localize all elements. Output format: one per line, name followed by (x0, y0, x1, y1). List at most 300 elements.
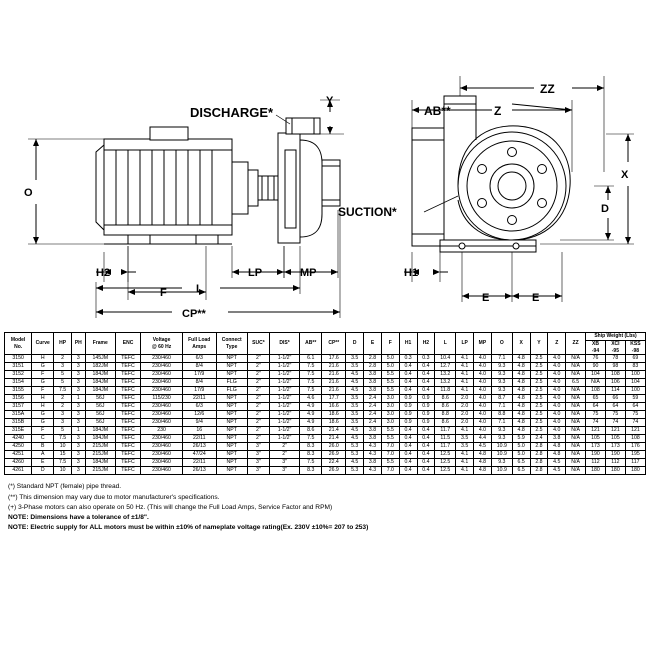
cell-curve: E (32, 459, 54, 467)
label-f: F (160, 287, 167, 299)
cell-hp: 7.5 (54, 435, 72, 443)
cell-ab: 8.6 (300, 427, 322, 435)
cell-enc: TEFC (115, 355, 140, 363)
cell-mp: 4.0 (474, 379, 492, 387)
label-e-right: E (532, 292, 540, 304)
col-d: D (346, 333, 364, 355)
cell-hp: 3 (54, 411, 72, 419)
cell-hp: 2 (54, 403, 72, 411)
cell-y: 2.5 (530, 403, 548, 411)
cell-xci: 121 (605, 427, 625, 435)
cell-voltage: 230 (141, 427, 183, 435)
cell-xb: 74 (586, 419, 606, 427)
cell-z: 4.0 (548, 411, 566, 419)
col-h1: H1 (399, 333, 417, 355)
col-kss: KSS -98 (625, 340, 645, 355)
col-o: O (491, 333, 512, 355)
col-xci: XCI -95 (605, 340, 625, 355)
cell-enc: TEFC (115, 411, 140, 419)
cell-frame: 215JM (85, 451, 115, 459)
cell-dis: 1-1/2" (269, 387, 299, 395)
cell-l: 11.8 (435, 387, 456, 395)
cell-ab: 7.5 (300, 371, 322, 379)
cell-ab: 8.3 (300, 467, 322, 475)
cell-x: 4.8 (512, 355, 530, 363)
cell-voltage: 230/460 (141, 459, 183, 467)
cell-hp: 3 (54, 419, 72, 427)
cell-kss: 117 (625, 459, 645, 467)
cell-ph: 3 (72, 443, 86, 451)
cell-mp: 4.5 (474, 443, 492, 451)
cell-xb: 173 (586, 443, 606, 451)
table-row (5, 451, 646, 459)
cell-model: 3150 (5, 355, 32, 363)
cell-o: 9.3 (491, 363, 512, 371)
cell-mp: 4.0 (474, 395, 492, 403)
label-h2: H2 (96, 267, 111, 279)
cell-h1: 0.4 (399, 451, 417, 459)
cell-xb: 64 (586, 403, 606, 411)
cell-o: 9.3 (491, 435, 512, 443)
cell-f: 5.0 (381, 355, 399, 363)
cell-mp: 4.4 (474, 435, 492, 443)
cell-lp: 4.1 (456, 379, 474, 387)
cell-l: 13.2 (435, 379, 456, 387)
col-ship-weight-group: Ship Weight (Lbs) (586, 333, 646, 341)
cell-xb: 112 (586, 459, 606, 467)
cell-suc: 2" (247, 387, 269, 395)
cell-lp: 4.1 (456, 363, 474, 371)
cell-y: 2.5 (530, 371, 548, 379)
cell-mp: 4.0 (474, 403, 492, 411)
cell-voltage: 230/460 (141, 371, 183, 379)
cell-h2: 0.9 (417, 419, 435, 427)
cell-h2: 0.4 (417, 459, 435, 467)
cell-h2: 0.4 (417, 435, 435, 443)
cell-h2: 0.9 (417, 395, 435, 403)
cell-suc: 2" (247, 371, 269, 379)
cell-model: 315E (5, 427, 32, 435)
cell-curve: A (32, 451, 54, 459)
cell-curve: G (32, 363, 54, 371)
cell-y: 2.5 (530, 395, 548, 403)
cell-model: 3156 (5, 395, 32, 403)
cell-xci: 190 (605, 451, 625, 459)
cell-h1: 0.4 (399, 467, 417, 475)
cell-h2: 0.4 (417, 387, 435, 395)
label-suction: SUCTION* (338, 205, 397, 219)
cell-mp: 4.0 (474, 419, 492, 427)
cell-connect: NPT (216, 459, 247, 467)
cell-cp: 26.0 (322, 443, 346, 451)
cell-dis: 1-1/2" (269, 379, 299, 387)
cell-ph: 3 (72, 419, 86, 427)
cell-enc: TEFC (115, 419, 140, 427)
cell-l: 12.5 (435, 467, 456, 475)
cell-cp: 21.4 (322, 427, 346, 435)
cell-x: 4.8 (512, 363, 530, 371)
cell-x: 6.5 (512, 459, 530, 467)
cell-suc: 2" (247, 395, 269, 403)
cell-lp: 3.5 (456, 443, 474, 451)
cell-ab: 7.5 (300, 363, 322, 371)
cell-xci: 180 (605, 467, 625, 475)
cell-ph: 3 (72, 467, 86, 475)
cell-x: 4.8 (512, 403, 530, 411)
table-row (5, 395, 646, 403)
cell-fla: 12/6 (182, 411, 216, 419)
cell-connect: NPT (216, 395, 247, 403)
cell-x: 4.8 (512, 395, 530, 403)
cell-fla: 22/11 (182, 459, 216, 467)
cell-zz: N/A (566, 451, 586, 459)
cell-dis: 1-1/2" (269, 371, 299, 379)
cell-z: 4.0 (548, 395, 566, 403)
cell-fla: 26/13 (182, 467, 216, 475)
cell-ph: 1 (72, 427, 86, 435)
cell-model: 4240 (5, 435, 32, 443)
cell-kss: 100 (625, 387, 645, 395)
cell-xb: 65 (586, 395, 606, 403)
label-d: D (601, 203, 609, 215)
note-3phase-50hz: (+) 3-Phase motors can also operate on 50 Hz. (This will change the Full Load Amps, Service Factor and RPM) (8, 503, 333, 511)
col-enc: ENC (115, 333, 140, 355)
cell-zz: 6.5 (566, 379, 586, 387)
cell-o: 9.3 (491, 387, 512, 395)
cell-ab: 4.9 (300, 411, 322, 419)
cell-z: 4.8 (548, 443, 566, 451)
cell-y: 2.5 (530, 355, 548, 363)
cell-mp: 4.0 (474, 371, 492, 379)
cell-ab: 7.5 (300, 459, 322, 467)
cell-zz: N/A (566, 387, 586, 395)
cell-l: 10.4 (435, 355, 456, 363)
cell-voltage: 230/460 (141, 411, 183, 419)
cell-kss: 108 (625, 435, 645, 443)
table-row (5, 467, 646, 475)
cell-h1: 0.4 (399, 371, 417, 379)
cell-h2: 0.4 (417, 451, 435, 459)
cell-fla: 26/13 (182, 443, 216, 451)
cell-frame: 215JM (85, 443, 115, 451)
table-row (5, 403, 646, 411)
cell-cp: 21.6 (322, 363, 346, 371)
cell-e: 3.8 (364, 459, 382, 467)
cell-lp: 4.1 (456, 387, 474, 395)
cell-h1: 0.3 (399, 355, 417, 363)
cell-ph: 3 (72, 363, 86, 371)
col-f: F (381, 333, 399, 355)
note-electric-supply: NOTE: Electric supply for ALL motors must be within ±10% of nameplate voltage rating(Ex. 230V ±10%= 207 to 253) (8, 524, 369, 532)
cell-ab: 4.9 (300, 403, 322, 411)
cell-h2: 0.4 (417, 443, 435, 451)
cell-lp: 4.1 (456, 355, 474, 363)
cell-h1: 0.4 (399, 435, 417, 443)
cell-model: 4251 (5, 451, 32, 459)
col-mp: MP (474, 333, 492, 355)
cell-d: 4.5 (346, 435, 364, 443)
cell-dis: 1-1/2" (269, 363, 299, 371)
cell-h2: 0.4 (417, 427, 435, 435)
cell-enc: TEFC (115, 427, 140, 435)
cell-mp: 4.8 (474, 451, 492, 459)
cell-zz: N/A (566, 395, 586, 403)
cell-xci: 106 (605, 379, 625, 387)
cell-lp: 2.0 (456, 411, 474, 419)
col-model: Model No. (5, 333, 32, 355)
cell-y: 2.8 (530, 451, 548, 459)
cell-suc: 3" (247, 467, 269, 475)
cell-enc: TEFC (115, 443, 140, 451)
cell-kss: 195 (625, 451, 645, 459)
table-row (5, 363, 646, 371)
cell-mp: 4.0 (474, 387, 492, 395)
cell-lp: 4.1 (456, 467, 474, 475)
cell-kss: 64 (625, 403, 645, 411)
cell-l: 12.5 (435, 451, 456, 459)
cell-suc: 2" (247, 427, 269, 435)
cell-model: 3152 (5, 371, 32, 379)
cell-y: 2.5 (530, 387, 548, 395)
cell-ab: 7.5 (300, 387, 322, 395)
cell-frame: 184JM (85, 459, 115, 467)
cell-enc: TEFC (115, 435, 140, 443)
cell-curve: G (32, 419, 54, 427)
cell-model: 3154 (5, 379, 32, 387)
cell-connect: NPT (216, 435, 247, 443)
cell-o: 8.7 (491, 395, 512, 403)
cell-d: 4.5 (346, 387, 364, 395)
cell-dis: 1-1/2" (269, 411, 299, 419)
cell-kss: 176 (625, 443, 645, 451)
cell-dis: 1-1/2" (269, 427, 299, 435)
cell-fla: 22/11 (182, 435, 216, 443)
cell-cp: 18.6 (322, 419, 346, 427)
col-frame: Frame (85, 333, 115, 355)
cell-curve: H (32, 395, 54, 403)
cell-hp: 2 (54, 395, 72, 403)
cell-connect: NPT (216, 355, 247, 363)
cell-curve: C (32, 435, 54, 443)
cell-suc: 3" (247, 451, 269, 459)
col-ab: AB** (300, 333, 322, 355)
cell-h2: 0.4 (417, 363, 435, 371)
cell-model: 4250 (5, 443, 32, 451)
cell-zz: N/A (566, 435, 586, 443)
cell-voltage: 115/230 (141, 395, 183, 403)
col-y: Y (530, 333, 548, 355)
cell-l: 11.7 (435, 443, 456, 451)
cell-ph: 1 (72, 395, 86, 403)
cell-d: 3.5 (346, 363, 364, 371)
cell-ph: 3 (72, 451, 86, 459)
cell-h1: 0.4 (399, 459, 417, 467)
cell-h2: 0.9 (417, 403, 435, 411)
cell-z: 4.0 (548, 403, 566, 411)
cell-fla: 6/3 (182, 403, 216, 411)
cell-xb: 190 (586, 451, 606, 459)
cell-o: 7.1 (491, 403, 512, 411)
note-tolerance: NOTE: Dimensions have a tolerance of ±1/8". (8, 514, 149, 522)
label-h1: H1 (404, 267, 419, 279)
cell-enc: TEFC (115, 395, 140, 403)
cell-o: 10.9 (491, 451, 512, 459)
cell-voltage: 230/460 (141, 435, 183, 443)
table-row (5, 419, 646, 427)
cell-frame: 184JM (85, 435, 115, 443)
cell-frame: 56J (85, 395, 115, 403)
cell-zz: N/A (566, 443, 586, 451)
cell-d: 5.3 (346, 467, 364, 475)
cell-h2: 0.3 (417, 355, 435, 363)
cell-o: 9.3 (491, 371, 512, 379)
cell-curve: F (32, 371, 54, 379)
cell-x: 4.8 (512, 427, 530, 435)
cell-xb: 180 (586, 467, 606, 475)
cell-hp: 2 (54, 355, 72, 363)
cell-frame: 184JM (85, 387, 115, 395)
col-h2: H2 (417, 333, 435, 355)
cell-h1: 0.4 (399, 387, 417, 395)
cell-kss: 83 (625, 363, 645, 371)
cell-xci: 114 (605, 387, 625, 395)
label-o: O (24, 187, 33, 199)
cell-voltage: 230/460 (141, 379, 183, 387)
cell-f: 7.0 (381, 451, 399, 459)
cell-suc: 2" (247, 363, 269, 371)
cell-lp: 2.0 (456, 419, 474, 427)
cell-enc: TEFC (115, 387, 140, 395)
col-x: X (512, 333, 530, 355)
cell-curve: G (32, 411, 54, 419)
cell-h2: 0.9 (417, 411, 435, 419)
cell-zz: N/A (566, 411, 586, 419)
table-row (5, 387, 646, 395)
cell-xci: 74 (605, 419, 625, 427)
table-row (5, 435, 646, 443)
cell-cp: 16.6 (322, 403, 346, 411)
cell-h2: 0.4 (417, 467, 435, 475)
cell-h2: 0.4 (417, 379, 435, 387)
cell-ab: 6.1 (300, 355, 322, 363)
cell-ph: 3 (72, 355, 86, 363)
cell-o: 8.8 (491, 411, 512, 419)
cell-enc: TEFC (115, 403, 140, 411)
cell-y: 2.5 (530, 379, 548, 387)
cell-enc: TEFC (115, 371, 140, 379)
cell-zz: N/A (566, 403, 586, 411)
notes-block (8, 482, 650, 533)
col-dis: DIS* (269, 333, 299, 355)
cell-enc: TEFC (115, 467, 140, 475)
cell-cp: 21.6 (322, 387, 346, 395)
cell-fla: 17/9 (182, 387, 216, 395)
cell-ph: 3 (72, 387, 86, 395)
cell-lp: 3.5 (456, 435, 474, 443)
cell-x: 5.9 (512, 435, 530, 443)
cell-ab: 7.5 (300, 379, 322, 387)
cell-lp: 2.0 (456, 395, 474, 403)
cell-e: 2.4 (364, 419, 382, 427)
cell-enc: TEFC (115, 379, 140, 387)
table-row (5, 459, 646, 467)
cell-voltage: 230/460 (141, 363, 183, 371)
cell-cp: 22.4 (322, 459, 346, 467)
cell-connect: NPT (216, 403, 247, 411)
cell-suc: 3" (247, 459, 269, 467)
specification-table-container (0, 332, 650, 475)
cell-e: 4.3 (364, 467, 382, 475)
label-l: L (196, 283, 203, 295)
label-mp: MP (300, 267, 317, 279)
cell-e: 3.8 (364, 427, 382, 435)
cell-h1: 0.4 (399, 443, 417, 451)
cell-dis: 3" (269, 459, 299, 467)
cell-ab: 8.3 (300, 451, 322, 459)
cell-frame: 56J (85, 403, 115, 411)
cell-fla: 8/4 (182, 379, 216, 387)
table-row (5, 371, 646, 379)
cell-kss: 69 (625, 355, 645, 363)
cell-voltage: 230/460 (141, 355, 183, 363)
cell-dis: 1-1/2" (269, 419, 299, 427)
cell-f: 5.5 (381, 379, 399, 387)
cell-e: 4.3 (364, 443, 382, 451)
col-voltage: Voltage @ 60 Hz (141, 333, 183, 355)
label-z: Z (494, 104, 502, 118)
cell-e: 2.8 (364, 355, 382, 363)
cell-suc: 2" (247, 435, 269, 443)
cell-hp: 5 (54, 371, 72, 379)
cell-l: 8.6 (435, 419, 456, 427)
cell-ph: 3 (72, 411, 86, 419)
cell-zz: N/A (566, 371, 586, 379)
cell-dis: 1-1/2" (269, 403, 299, 411)
cell-hp: 7.5 (54, 387, 72, 395)
cell-hp: 10 (54, 443, 72, 451)
cell-cp: 26.9 (322, 467, 346, 475)
cell-d: 4.5 (346, 379, 364, 387)
cell-lp: 4.1 (456, 451, 474, 459)
col-lp: LP (456, 333, 474, 355)
cell-lp: 4.1 (456, 371, 474, 379)
table-row (5, 411, 646, 419)
cell-voltage: 230/460 (141, 403, 183, 411)
cell-suc: 2" (247, 403, 269, 411)
cell-x: 5.0 (512, 443, 530, 451)
cell-frame: 215JM (85, 467, 115, 475)
cell-ph: 3 (72, 371, 86, 379)
col-e: E (364, 333, 382, 355)
cell-mp: 4.8 (474, 459, 492, 467)
cell-fla: 22/11 (182, 395, 216, 403)
col-connect-type: Connect Type (216, 333, 247, 355)
table-row (5, 379, 646, 387)
cell-e: 3.8 (364, 379, 382, 387)
cell-xci: 173 (605, 443, 625, 451)
cell-l: 8.8 (435, 411, 456, 419)
cell-l: 13.2 (435, 371, 456, 379)
cell-dis: 1-1/2" (269, 395, 299, 403)
cell-ab: 4.9 (300, 419, 322, 427)
cell-xb: 90 (586, 363, 606, 371)
col-full-load-amps: Full Load Amps (182, 333, 216, 355)
cell-xci: 78 (605, 355, 625, 363)
cell-kss: 75 (625, 411, 645, 419)
cell-hp: 10 (54, 467, 72, 475)
cell-suc: 2" (247, 419, 269, 427)
cell-x: 6.5 (512, 467, 530, 475)
